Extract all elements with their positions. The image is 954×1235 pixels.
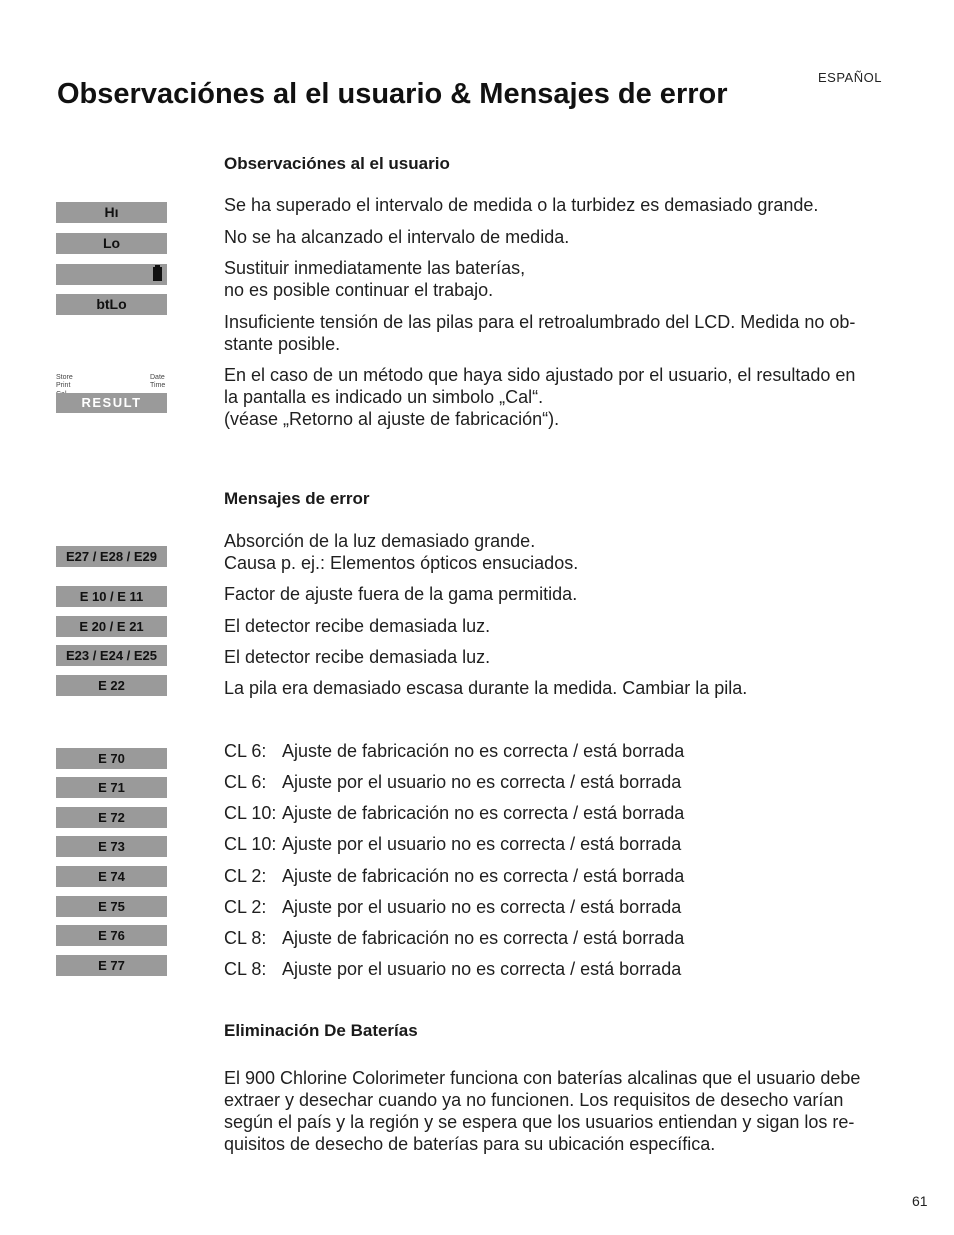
lcd-error-code: E 70 [56, 748, 167, 769]
cl-description: Ajuste de fabricación no es correcta / está borrada [282, 741, 685, 761]
lcd-error-code: E23 / E24 / E25 [56, 645, 167, 666]
observation-line: la pantalla es indicado un simbolo „Cal“. [224, 387, 544, 407]
cl-error-text [224, 740, 684, 762]
cl-prefix: CL 2: [224, 897, 267, 917]
error-text: La pila era demasiado escasa durante la medida. Cambiar la pila. [224, 678, 748, 698]
lcd-label-store: Store [56, 374, 73, 381]
cl-prefix: CL 8: [224, 928, 267, 948]
cl-description: Ajuste de fabricación no es correcta / está borrada [282, 866, 685, 886]
lcd-error-code: E 20 / E 21 [56, 616, 167, 637]
observation-line: En el caso de un método que haya sido ajustado por el usuario, el resultado en [224, 365, 856, 385]
lcd-error-code: E 71 [56, 777, 167, 798]
cl-prefix: CL 2: [224, 866, 267, 886]
section-heading-disposal: Eliminación De Baterías [224, 1021, 418, 1040]
observation-line: (véase „Retorno al ajuste de fabricación“). [224, 409, 560, 429]
cl-prefix: CL 8: [224, 959, 267, 979]
disposal-line: según el país y la región y se espera que los usuarios entiendan y sigan los re- [224, 1112, 855, 1132]
lcd-display-btlo: btLo [56, 294, 167, 315]
battery-icon [153, 267, 162, 281]
observation-text [224, 257, 525, 301]
lcd-display-battery [56, 264, 167, 285]
language-label: ESPAÑOL [818, 70, 882, 85]
lcd-label-date: Date [150, 374, 165, 381]
cl-description: Ajuste por el usuario no es correcta / está borrada [282, 959, 682, 979]
section-heading-errors: Mensajes de error [224, 489, 370, 508]
cl-description: Ajuste de fabricación no es correcta / está borrada [282, 803, 685, 823]
disposal-line: El 900 Chlorine Colorimeter funciona con baterías alcalinas que el usuario debe [224, 1068, 861, 1088]
lcd-error-code: E 77 [56, 955, 167, 976]
lcd-error-code: E 22 [56, 675, 167, 696]
cl-error-text [224, 802, 684, 824]
cl-description: Ajuste por el usuario no es correcta / está borrada [282, 834, 682, 854]
lcd-label-time: Time [150, 382, 166, 389]
cl-error-text [224, 771, 681, 793]
cl-error-text [224, 865, 684, 887]
observation-text [224, 364, 855, 430]
cl-prefix: CL 6: [224, 741, 267, 761]
disposal-paragraph [224, 1067, 860, 1155]
lcd-error-code: E 72 [56, 807, 167, 828]
lcd-error-code: E 73 [56, 836, 167, 857]
error-text: El detector recibe demasiada luz. [224, 647, 491, 667]
error-line: Absorción de la luz demasiado grande. [224, 531, 536, 551]
lcd-display-lo: Lo [56, 233, 167, 254]
disposal-line: quisitos de desecho de baterías para su ubicación específica. [224, 1134, 716, 1154]
observation-text [224, 311, 855, 355]
cl-prefix: CL 6: [224, 772, 267, 792]
page-number: 61 [912, 1193, 928, 1209]
lcd-error-code: E27 / E28 / E29 [56, 546, 167, 567]
observation-line: no es posible continuar el trabajo. [224, 280, 494, 300]
observation-line: stante posible. [224, 334, 341, 354]
error-text: Factor de ajuste fuera de la gama permitida. [224, 584, 578, 604]
lcd-display-hi: Hı [56, 202, 167, 223]
lcd-error-code: E 74 [56, 866, 167, 887]
observation-text: No se ha alcanzado el intervalo de medida. [224, 227, 570, 247]
lcd-display-result: RESULT [56, 393, 167, 413]
disposal-line: extraer y desechar cuando ya no funcionen. Los requisitos de desecho varían [224, 1090, 844, 1110]
observation-line: Sustituir inmediatamente las baterías, [224, 258, 526, 278]
error-text: El detector recibe demasiada luz. [224, 616, 491, 636]
cl-error-text [224, 833, 681, 855]
page-title: Observaciónes al el usuario & Mensajes de error [57, 78, 728, 110]
cl-prefix: CL 10: [224, 834, 277, 854]
lcd-error-code: E 75 [56, 896, 167, 917]
lcd-error-code: E 10 / E 11 [56, 586, 167, 607]
cl-prefix: CL 10: [224, 803, 277, 823]
cl-description: Ajuste de fabricación no es correcta / está borrada [282, 928, 685, 948]
error-text [224, 530, 578, 574]
error-line: Causa p. ej.: Elementos ópticos ensuciados. [224, 553, 579, 573]
lcd-label-print: Print [56, 382, 71, 389]
cl-description: Ajuste por el usuario no es correcta / está borrada [282, 897, 682, 917]
observation-line: Insuficiente tensión de las pilas para el retroalumbrado del LCD. Medida no ob- [224, 312, 856, 332]
observation-text: Se ha superado el intervalo de medida o la turbidez es demasiado grande. [224, 195, 819, 215]
section-heading-observations: Observaciónes al el usuario [224, 154, 450, 173]
cl-error-text [224, 896, 681, 918]
cl-description: Ajuste por el usuario no es correcta / está borrada [282, 772, 682, 792]
lcd-error-code: E 76 [56, 925, 167, 946]
cl-error-text [224, 927, 684, 949]
cl-error-text [224, 958, 681, 980]
